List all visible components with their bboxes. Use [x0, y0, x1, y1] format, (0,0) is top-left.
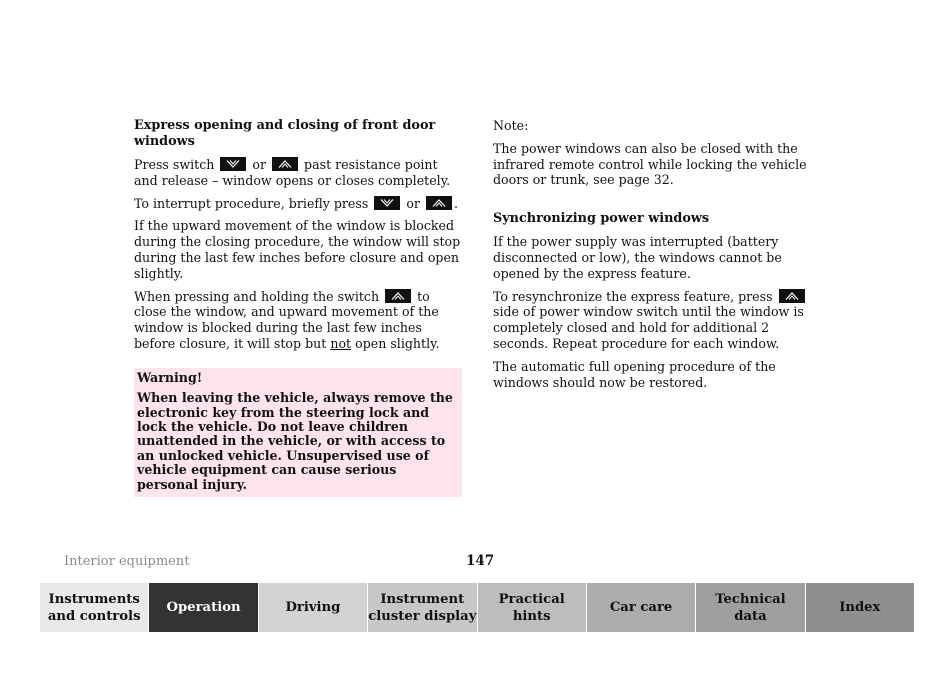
paragraph-restored: The automatic full opening procedure of the windows should now be restored.: [493, 358, 776, 390]
warning-title: Warning!: [137, 369, 203, 385]
note-text: The power windows can also be closed with the infrared remote control while locking the vehicle doors or trunk, see page 32.: [493, 140, 807, 188]
tab-operation[interactable]: Operation: [149, 583, 258, 632]
note-label: Note:: [493, 118, 529, 133]
warning-box: [134, 368, 462, 497]
paragraph-resynchronize: To resynchronize the express feature, press side of power window switch until the window is completely closed and hold for additional 2 seconds. Repeat procedure for each window.: [493, 288, 804, 351]
warning-text: When leaving the vehicle, always remove the electronic key from the steering lock and lock the vehicle. Do not leave children unattended in the vehicle, or with access to an unlocked vehicle. Unsupervised use of vehicle equipment can cause serious personal injury.: [137, 390, 453, 492]
paragraph-interrupt: To interrupt procedure, briefly press or .: [134, 195, 458, 211]
paragraph-power-interrupted: If the power supply was interrupted (battery disconnected or low), the windows cannot be opened by the express feature.: [493, 234, 782, 281]
page-number: 147: [466, 553, 495, 569]
tab-index[interactable]: Index: [806, 583, 914, 632]
express-heading: Express opening and closing of front door windows: [134, 118, 436, 149]
paragraph-press-switch: Press switch or past resistance point and release – window opens or closes completely.: [134, 157, 451, 188]
tab-practical-hints[interactable]: Practical hints: [478, 583, 587, 632]
window-switch-down-icon: [220, 157, 246, 171]
left-column: [134, 118, 462, 497]
window-switch-down-icon: [374, 196, 400, 210]
tab-technical-data[interactable]: Technical data: [696, 583, 805, 632]
tab-instrument-cluster-display[interactable]: Instrument cluster display: [368, 583, 477, 632]
right-column: [493, 118, 821, 397]
tab-driving[interactable]: Driving: [259, 583, 368, 632]
tab-instruments-and-controls[interactable]: Instruments and controls: [40, 583, 149, 632]
window-switch-up-icon: [779, 289, 805, 303]
window-switch-up-icon: [385, 289, 411, 303]
window-switch-up-icon: [272, 157, 298, 171]
footer-section-title: Interior equipment: [64, 554, 190, 569]
chapter-navigation: [40, 583, 914, 632]
paragraph-blocked: If the upward movement of the window is blocked during the closing procedure, the window will stop during the last few inches before closure and open slightly.: [134, 218, 461, 281]
synchronizing-heading: Synchronizing power windows: [493, 211, 710, 227]
paragraph-holding: When pressing and holding the switch to close the window, and upward movement of the window is blocked during the last few inches before closure, it will stop but not open slightly.: [134, 288, 440, 351]
tab-car-care[interactable]: Car care: [587, 583, 696, 632]
window-switch-up-icon: [426, 196, 452, 210]
